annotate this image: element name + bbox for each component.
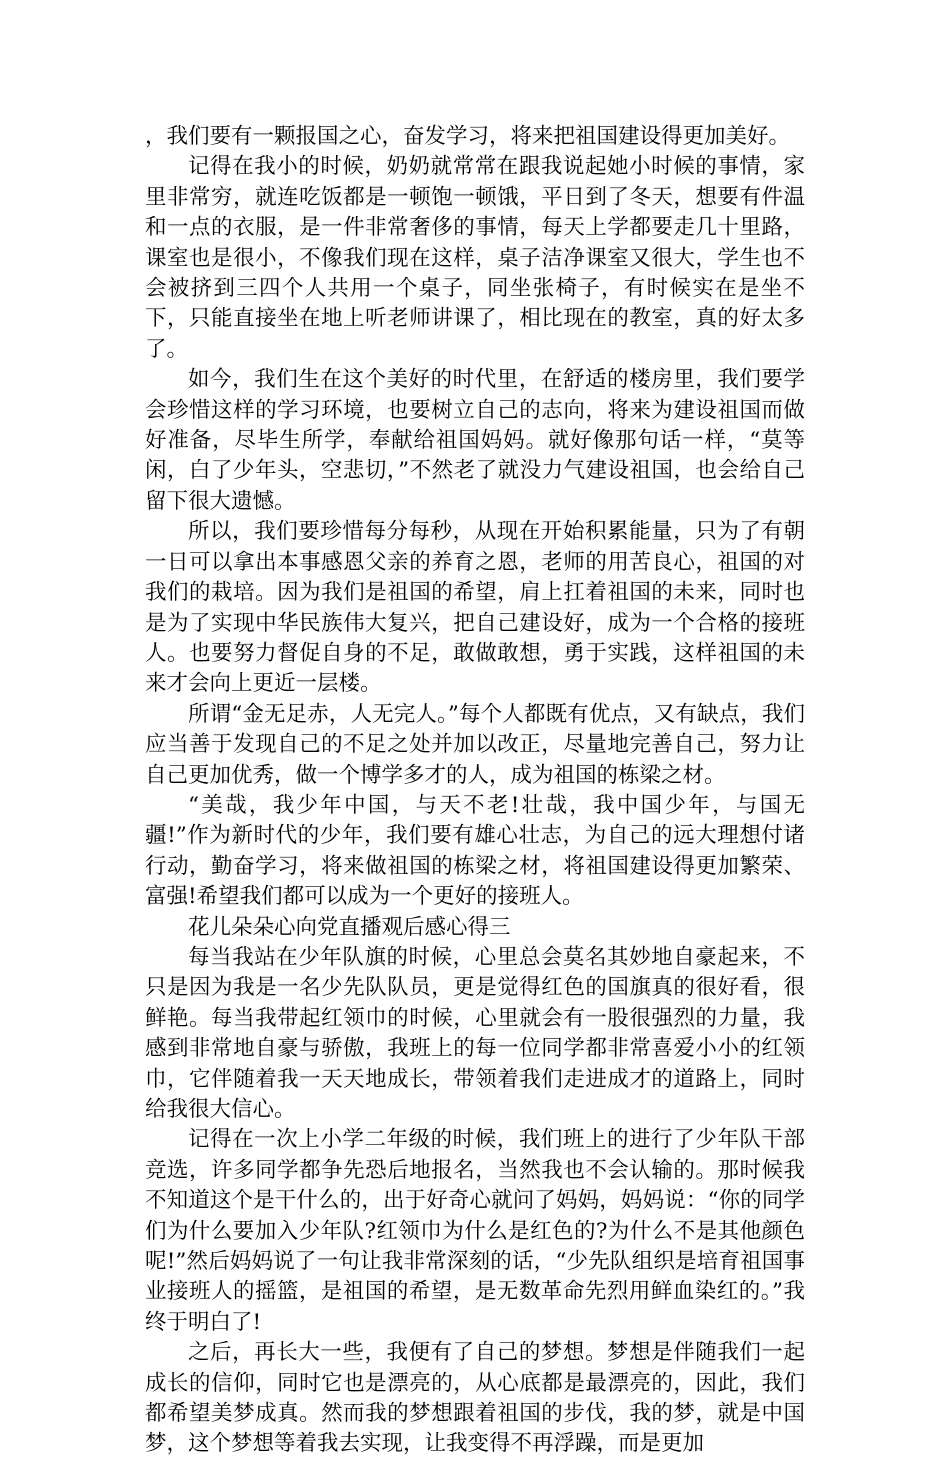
paragraph-dream: 之后，再长大一些，我便有了自己的梦想。梦想是伴随我们一起成长的信仰，同时它也是漂亮的，从心底都是最漂亮的，因此，我们都希望美梦成真。然而我的梦想跟着祖国的步伐，我的梦，就是中国梦，这个梦想等着我去实现，让我变得不再浮躁，而是更加: [145, 1340, 805, 1457]
paragraph-election: 记得在一次上小学二年级的时候，我们班上的进行了少年队干部竞选，许多同学都争先恐后地报名，当然我也不会认输的。那时候我不知道这个是干什么的，出于好奇心就问了妈妈，妈妈说：“你的同学们为什么要加入少年队?红领巾为什么是红色的?为什么不是其他颜色呢!”然后妈妈说了一句让我非常深刻的话，“少先队组织是培育祖国事业接班人的摇篮，是祖国的希望，是无数革命先烈用鲜血染红的。”我终于明白了!: [145, 1127, 805, 1335]
paragraph-grandma-memory: 记得在我小的时候，奶奶就常常在跟我说起她小时候的事情，家里非常穷，就连吃饭都是一顿饱一顿饿，平日到了冬天，想要有件温和一点的衣服，是一件非常奢侈的事情，每天上学都要走几十里路，课室也是很小，不像我们现在这样，桌子洁净课室又很大，学生也不会被挤到三四个人共用一个桌子，同坐张椅子，有时候实在是坐不下，只能直接坐在地上听老师讲课了，相比现在的教室，真的好太多了。: [145, 154, 805, 362]
section-heading: 花儿朵朵心向党直播观后感心得三: [188, 914, 511, 940]
paragraph-red-scarf: 每当我站在少年队旗的时候，心里总会莫名其妙地自豪起来，不只是因为我是一名少先队队员，更是觉得红色的国旗真的很好看，很鲜艳。每当我带起红领巾的时候，心里就会有一股很强烈的力量，我感到非常地自豪与骄傲，我班上的每一位同学都非常喜爱小小的红领巾，它伴随着我一天天地成长，带领着我们走进成才的道路上，同时给我很大信心。: [145, 944, 805, 1122]
paragraph-now: 如今，我们生在这个美好的时代里，在舒适的楼房里，我们要学会珍惜这样的学习环境，也要树立自己的志向，将来为建设祖国而做好准备，尽毕生所学，奉献给祖国妈妈。就好像那句话一样，“莫等闲，白了少年头，空悲切，”不然老了就没力气建设祖国，也会给自己留下很大遗憾。: [145, 367, 805, 514]
document-page: [145, 122, 805, 1460]
paragraph-cherish-time: 所以，我们要珍惜每分每秒，从现在开始积累能量，只为了有朝一日可以拿出本事感恩父亲的养育之恩，老师的用苦良心，祖国的对我们的栽培。因为我们是祖国的希望，肩上扛着祖国的未来，同时也是为了实现中华民族伟大复兴，把自己建设好，成为一个合格的接班人。也要努力督促自身的不足，敢做敢想，勇于实践，这样祖国的未来才会向上更近一层楼。: [145, 519, 805, 697]
paragraph-continuation: ，我们要有一颗报国之心，奋发学习，将来把祖国建设得更加美好。: [145, 124, 791, 149]
paragraph-no-one-perfect: 所谓“金无足赤，人无完人。”每个人都既有优点，又有缺点，我们应当善于发现自己的不足之处并加以改正，尽量地完善自己，努力让自己更加优秀，做一个博学多才的人，成为祖国的栋梁之材。: [145, 701, 805, 788]
paragraph-young-china: “美哉，我少年中国，与天不老!壮哉，我中国少年，与国无疆!”作为新时代的少年，我们要有雄心壮志，为自己的远大理想付诸行动，勤奋学习，将来做祖国的栋梁之材，将祖国建设得更加繁荣、富强!希望我们都可以成为一个更好的接班人。: [145, 792, 805, 910]
